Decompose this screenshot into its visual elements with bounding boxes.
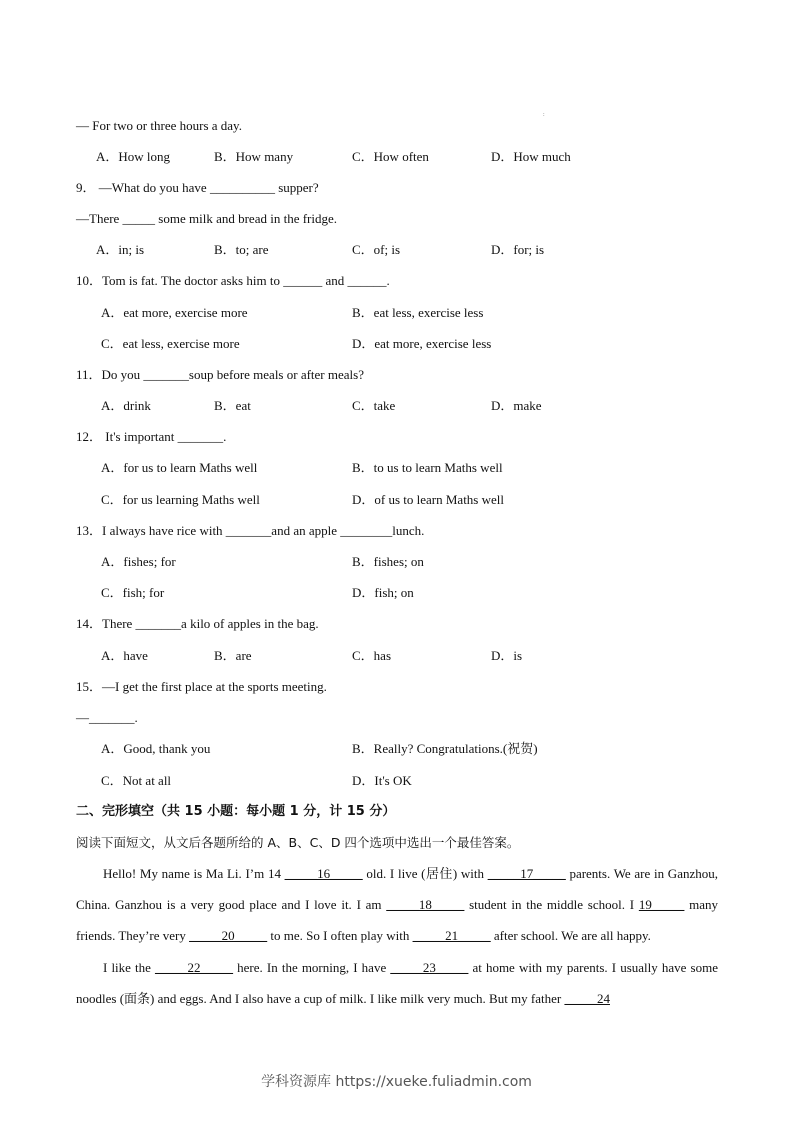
q15-option-d: D．It's OK [352,773,412,788]
q13-option-b: B．fishes; on [352,554,424,569]
q8-option-c: C．How often [352,149,429,164]
q12-option-b: B．to us to learn Maths well [352,460,503,475]
section-instruction: 阅读下面短文，从文后各题所给的 A、B、C、D 四个选项中选出一个最佳答案。 [76,835,520,850]
q9-option-c: C．of; is [352,242,401,257]
q15-option-b: B．Really? Congratulations.(祝贺) [352,741,538,756]
q13-option-d: D．fish; on [352,585,414,600]
passage-text: at home with my parents. I usually have some noodles (面条) and eggs. And I also have a cup of milk. I like milk very much. But my father [76,959,718,1006]
q11-option-d: D．make [491,398,542,413]
passage-paragraph-2 [76,952,718,1014]
blank-20: _____20_____ [189,928,268,944]
section-heading: 二、完形填空（共 15 小题：每小题 1 分，计 15 分） [76,804,396,819]
blank-17: _____17_____ [487,866,566,881]
q13-stem: 13．I always have rice with _______and an apple ________lunch. [76,523,425,538]
passage-text: Hello! My name is Ma Li. I’m 14 [103,866,285,881]
q14-option-b: B．are [214,648,252,663]
passage-text: student in the middle school. I [464,897,639,913]
q11-option-c: C．take [352,398,396,413]
cloze-passage [76,858,718,1014]
q9-stem: 9． —What do you have __________ supper? [76,180,319,195]
passage-text: to me. So I often play with [267,928,413,944]
blank-21: _____21_____ [412,928,491,944]
passage-text: many friends. They’re very [76,897,718,944]
blank-23: _____23_____ [390,959,469,975]
q14-option-d: D．is [491,648,523,663]
blank-18: _____18_____ [386,897,465,913]
q15-option-a: A．Good, thank you [101,741,211,756]
q12-stem: 12． It's important _______. [76,429,227,444]
q10-stem: 10．Tom is fat. The doctor asks him to ______ and ______. [76,273,390,288]
blank-16: _____16_____ [284,866,363,881]
blank-22: _____22_____ [155,959,234,975]
q11-option-b: B．eat [214,398,251,413]
blank-19: 19_____ [638,897,685,913]
page-footer: 学科资源库 https://xueke.fuliadmin.com [261,1074,532,1090]
q8-option-b: B．How many [214,149,294,164]
q10-option-b: B．eat less, exercise less [352,305,484,320]
q10-option-c: C．eat less, exercise more [101,336,240,351]
q8-option-d: D．How much [491,149,571,164]
blank-24: _____24 [564,990,610,1006]
q9-option-b: B．to; are [214,242,269,257]
q12-option-c: C．for us learning Maths well [101,492,260,507]
q13-option-a: A．fishes; for [101,554,176,569]
q11-option-a: A．drink [101,398,151,413]
q14-option-a: A．have [101,648,148,663]
passage-text: after school. We are all happy. [490,928,651,944]
q8-option-a: A．How long [96,149,171,164]
passage-text: here. In the morning, I have [233,959,391,975]
q12-option-a: A．for us to learn Maths well [101,460,258,475]
q10-option-d: D．eat more, exercise less [352,336,492,351]
q14-stem: 14．There _______a kilo of apples in the bag. [76,616,319,631]
passage-text: parents. We are in Ganzhou, China. Ganzhou is a very good place and I love it. I am [76,866,718,913]
q15-answer-line: —_______. [76,710,138,725]
q14-option-c: C．has [352,648,392,663]
q15-stem: 15．—I get the first place at the sports meeting. [76,679,327,694]
q15-option-c: C．Not at all [101,773,172,788]
passage-text: old. I live (居住) with [362,866,488,881]
scan-mark: : [543,112,545,118]
q9-option-d: D．for; is [491,242,545,257]
q8-answer-line: — For two or three hours a day. [76,118,242,133]
q9-option-a: A．in; is [96,242,145,257]
passage-text: I like the [103,959,156,975]
q13-option-c: C．fish; for [101,585,165,600]
q11-stem: 11．Do you _______soup before meals or after meals? [76,367,364,382]
q12-option-d: D．of us to learn Maths well [352,492,505,507]
q9-answer-line: —There _____ some milk and bread in the fridge. [76,211,338,226]
passage-paragraph-1 [76,858,718,952]
q10-option-a: A．eat more, exercise more [101,305,248,320]
